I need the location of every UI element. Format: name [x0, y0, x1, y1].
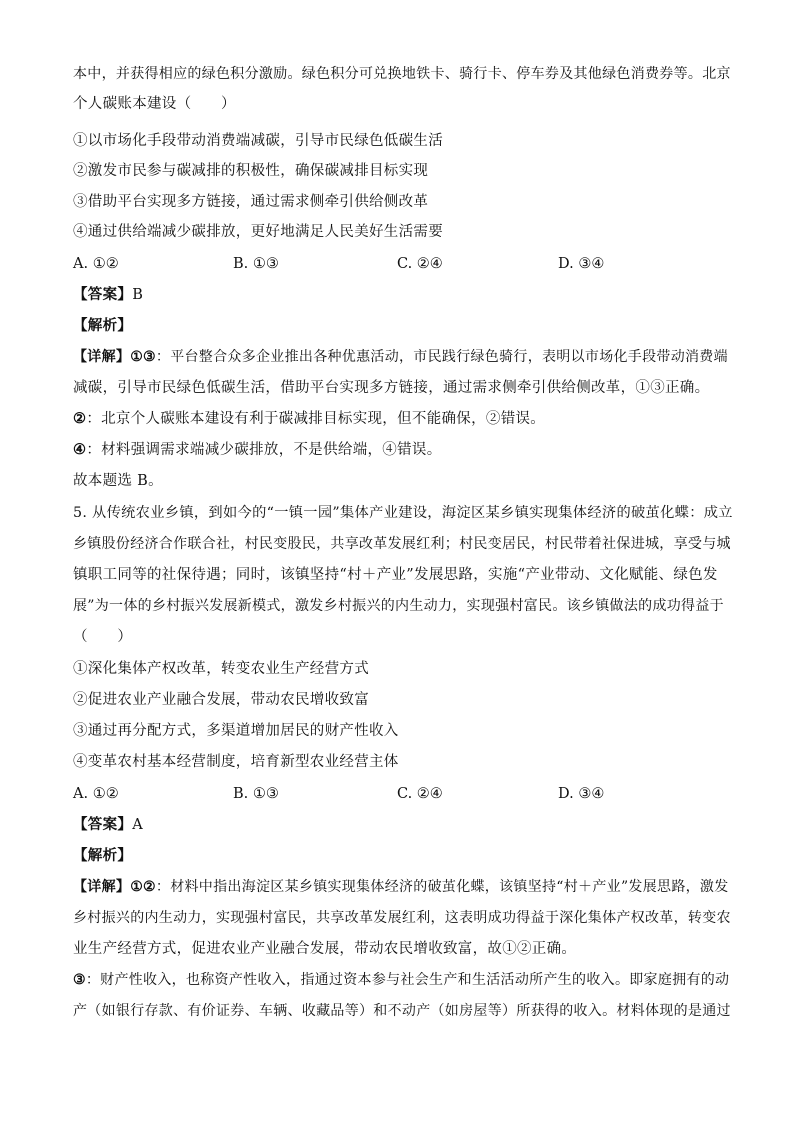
analysis-tag: 【解析】	[73, 848, 133, 864]
q4-stem-line-2: 个人碳账本建设（ ）	[73, 96, 236, 112]
q5-detail-line-1	[73, 877, 729, 897]
q5-note-3-line-1	[73, 970, 729, 990]
answer-value: B	[132, 287, 144, 303]
detail-text: ：材料中指出海淀区某乡镇实现集体经济的破茧化蝶，该镇坚持“村＋产业”发展思路，激发	[155, 879, 729, 895]
q5-detail-line-2: 乡村振兴的内生动力，实现强村富民，共享改革发展红利，这表明成功得益于深化集体产权改革，转变农	[73, 910, 731, 926]
q4-statement-1: ①以市场化手段带动消费端减碳，引导市民绿色低碳生活	[73, 133, 443, 149]
q5-statement-2: ②促进农业产业融合发展，带动农民增收致富	[73, 692, 369, 708]
note-mark: ②	[73, 410, 87, 427]
q5-option-b: B. ①③	[233, 786, 279, 802]
q4-detail-line-2: 减碳，引导市民绿色低碳生活，借助平台实现多方链接，通过需求侧牵引供给侧改革，①③正确。	[73, 380, 710, 396]
q5-analysis-heading	[73, 846, 132, 866]
q5-statement-3: ③通过再分配方式，多渠道增加居民的财产性收入	[73, 723, 399, 739]
note-text: ：材料强调需求端减少碳排放，不是供给端，④错误。	[86, 442, 442, 458]
note-mark: ④	[73, 441, 87, 458]
note-text: ：财产性收入，也称资产性收入，指通过资本参与社会生产和生活活动所产生的收入。即家庭拥有的动	[85, 972, 730, 988]
q4-option-c: C. ②④	[397, 256, 443, 272]
q5-option-a: A. ①②	[73, 786, 119, 802]
note-mark: ③	[73, 972, 86, 988]
detail-text: ：平台整合众多企业推出各种优惠活动，市民践行绿色骑行，表明以市场化手段带动消费端	[155, 349, 728, 365]
q5-option-d: D. ③④	[558, 786, 605, 802]
answer-value: A	[132, 817, 143, 833]
analysis-tag: 【解析】	[73, 318, 133, 334]
q5-statement-1: ①深化集体产权改革，转变农业生产经营方式	[73, 661, 369, 677]
q4-conclusion: 故本题选 B。	[73, 473, 163, 489]
q5-answer	[73, 815, 143, 835]
detail-tag: 【详解】	[73, 879, 131, 895]
q4-detail-line-1	[73, 347, 728, 367]
q4-note-2	[73, 409, 545, 429]
q4-option-b: B. ①③	[233, 256, 279, 272]
q4-statement-3: ③借助平台实现多方链接，通过需求侧牵引供给侧改革	[73, 194, 429, 210]
q5-detail-line-3: 业生产经营方式，促进农业产业融合发展，带动农民增收致富，故①②正确。	[73, 941, 577, 957]
q5-stem-line-3: 镇职工同等的社保待遇；同时，该镇坚持“村＋产业”发展思路，实施“产业带动、文化赋能、绿色发	[73, 567, 718, 583]
q4-option-a: A. ①②	[73, 256, 119, 272]
detail-mark: ①③	[130, 349, 156, 365]
detail-tag: 【详解】	[73, 349, 131, 365]
q4-note-4	[73, 440, 442, 460]
q4-option-d: D. ③④	[558, 256, 605, 272]
q5-statement-4: ④变革农村基本经营制度，培育新型农业经营主体	[73, 754, 399, 770]
q4-analysis-heading	[73, 316, 132, 336]
answer-tag: 【答案】	[73, 287, 133, 303]
q4-stem-line-1: 本中，并获得相应的绿色积分激励。绿色积分可兑换地铁卡、骑行卡、停车券及其他绿色消费券等。北京	[73, 66, 731, 82]
q4-statement-2: ②激发市民参与碳减排的积极性，确保碳减排目标实现	[73, 163, 429, 179]
q5-option-c: C. ②④	[397, 786, 443, 802]
q4-statement-4: ④通过供给端减少碳排放，更好地满足人民美好生活需要	[73, 224, 443, 240]
q4-answer	[73, 285, 143, 305]
q5-stem-line-1: 5. 从传统农业乡镇，到如今的“一镇一园”集体产业建设，海淀区某乡镇实现集体经济的破茧化蝶：成立	[73, 505, 733, 521]
q5-stem-line-5: （ ）	[73, 629, 133, 645]
q5-note-3-line-2: 产（如银行存款、有价证券、车辆、收藏品等）和不动产（如房屋等）所获得的收入。材料体现的是通过	[73, 1003, 731, 1019]
answer-tag: 【答案】	[73, 817, 133, 833]
q5-stem-line-2: 乡镇股份经济合作联合社，村民变股民，共享改革发展红利；村民变居民，村民带着社保进城，享受与城	[73, 536, 731, 552]
detail-mark: ①②	[130, 879, 156, 895]
note-text: ：北京个人碳账本建设有利于碳减排目标实现，但不能确保，②错误。	[86, 411, 546, 427]
q5-stem-line-4: 展”为一体的乡村振兴发展新模式，激发乡村振兴的内生动力，实现强村富民。该乡镇做法的成功得益于	[73, 598, 724, 614]
